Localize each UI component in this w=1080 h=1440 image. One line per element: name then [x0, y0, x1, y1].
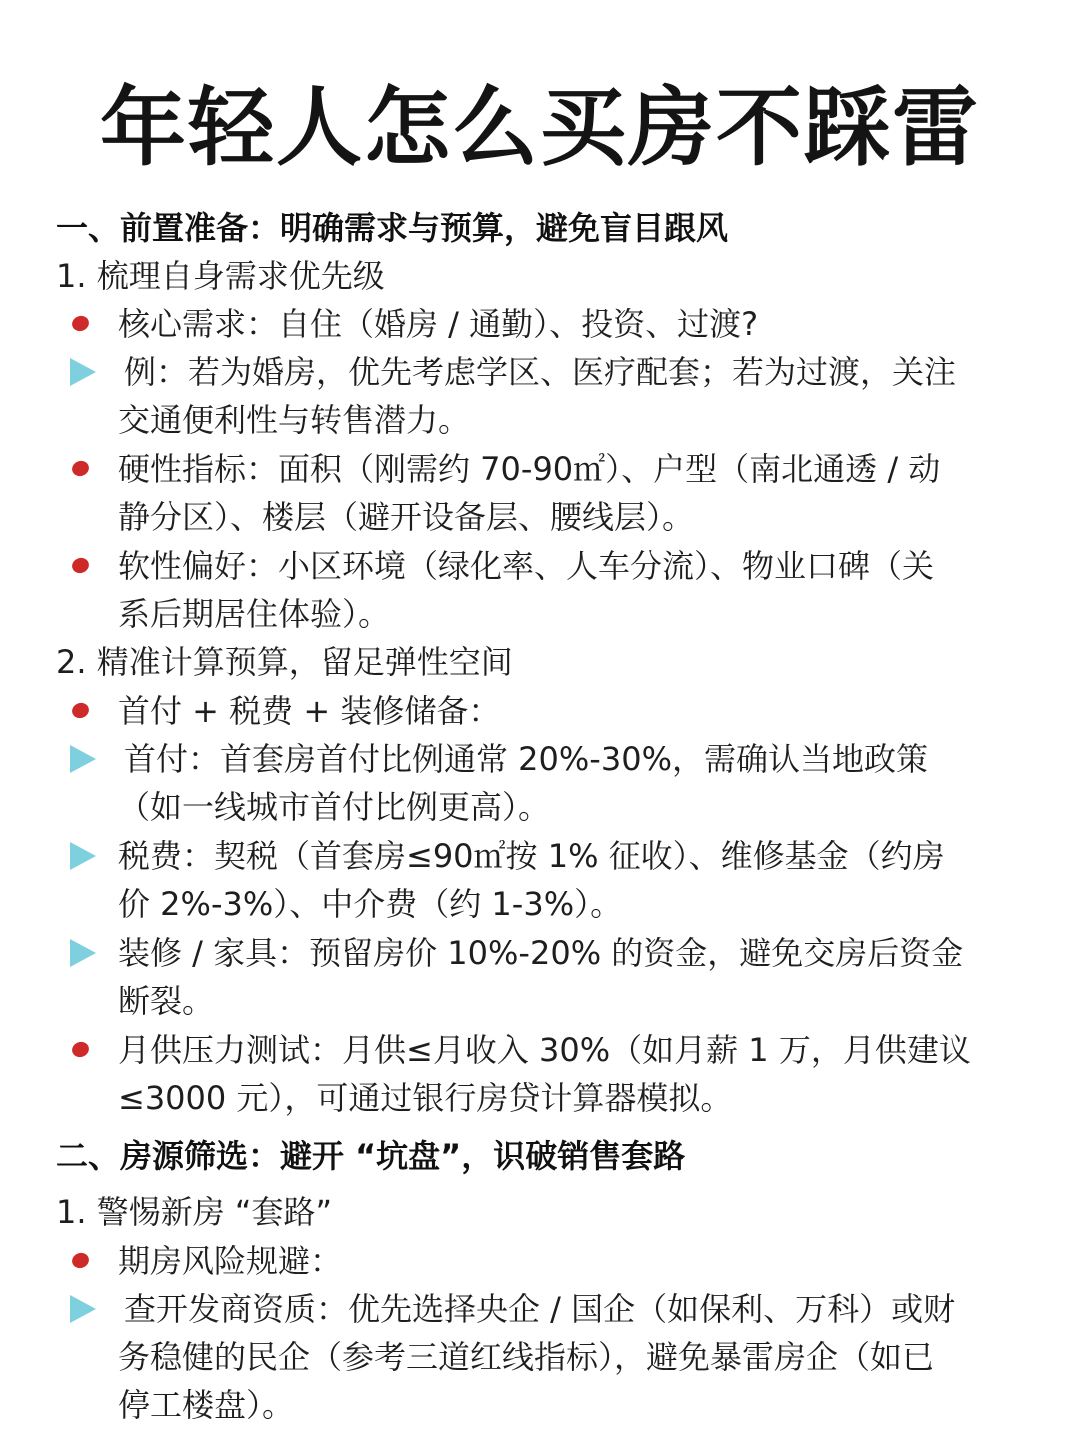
- subheading-1-1: 1. 梳理自身需求优先级: [56, 257, 385, 295]
- red-dot-bullet-icon: [70, 556, 91, 576]
- list-item-tax-line-1: 税费：契税（首套房≤90㎡按 1% 征收）、维修基金（约房: [118, 837, 945, 875]
- list-item-example-line-1: 例：若为婚房，优先考虑学区、医疗配套；若为过渡，关注: [124, 353, 957, 391]
- section-heading-2: 二、房源筛选：避开 “坑盘”，识破销售套路: [56, 1137, 686, 1175]
- list-item-dev-line-2: 务稳健的民企（参考三道红线指标），避免暴雷房企（如已: [118, 1338, 935, 1376]
- list-item-costs: 首付 + 税费 + 装修储备：: [118, 692, 501, 730]
- list-item-down-line-1: 首付：首套房首付比例通常 20%-30%，需确认当地政策: [124, 740, 928, 778]
- list-item-down-line-2: （如一线城市首付比例更高）。: [118, 788, 551, 826]
- list-item-soft-line-2: 系后期居住体验）。: [118, 595, 391, 633]
- list-item-monthly-line-2: ≤3000 元），可通过银行房贷计算器模拟。: [118, 1079, 733, 1117]
- list-item-soft-line-1: 软性偏好：小区环境（绿化率、人车分流）、物业口碑（关: [118, 547, 935, 585]
- list-item-deco-line-2: 断裂。: [118, 982, 215, 1020]
- red-dot-bullet-icon: [70, 1040, 91, 1060]
- list-item-monthly-line-1: 月供压力测试：月供≤月收入 30%（如月薪 1 万，月供建议: [118, 1031, 971, 1069]
- triangle-bullet-icon: [70, 842, 96, 870]
- list-item-dev-line-1: 查开发商资质：优先选择央企 / 国企（如保利、万科）或财: [124, 1290, 956, 1328]
- page-title: 年轻人怎么买房不踩雷: [100, 78, 980, 178]
- list-item-dev-line-3: 停工楼盘）。: [118, 1386, 295, 1424]
- triangle-bullet-icon: [70, 358, 96, 386]
- triangle-bullet-icon: [70, 745, 96, 773]
- red-dot-bullet-icon: [70, 1251, 91, 1271]
- red-dot-bullet-icon: [70, 314, 91, 334]
- list-item-tax-line-2: 价 2%-3%）、中介费（约 1-3%）。: [118, 885, 623, 923]
- red-dot-bullet-icon: [70, 459, 91, 479]
- list-item-deco-line-1: 装修 / 家具：预留房价 10%-20% 的资金，避免交房后资金: [118, 934, 964, 972]
- list-item-core-need: 核心需求：自住（婚房 / 通勤）、投资、过渡?: [118, 305, 759, 343]
- section-heading-1: 一、前置准备：明确需求与预算，避免盲目跟风: [56, 209, 729, 247]
- red-dot-bullet-icon: [70, 701, 91, 721]
- list-item-hard-line-1: 硬性指标：面积（刚需约 70-90㎡）、户型（南北通透 / 动: [118, 450, 941, 488]
- subheading-1-2: 2. 精准计算预算，留足弹性空间: [56, 643, 513, 681]
- triangle-bullet-icon: [70, 939, 96, 967]
- triangle-bullet-icon: [70, 1295, 96, 1323]
- list-item-hard-line-2: 静分区）、楼层（避开设备层、腰线层）。: [118, 498, 695, 536]
- list-item-risk: 期房风险规避：: [118, 1242, 343, 1280]
- subheading-2-1: 1. 警惕新房 “套路”: [56, 1193, 333, 1231]
- list-item-example-line-2: 交通便利性与转售潜力。: [118, 401, 471, 439]
